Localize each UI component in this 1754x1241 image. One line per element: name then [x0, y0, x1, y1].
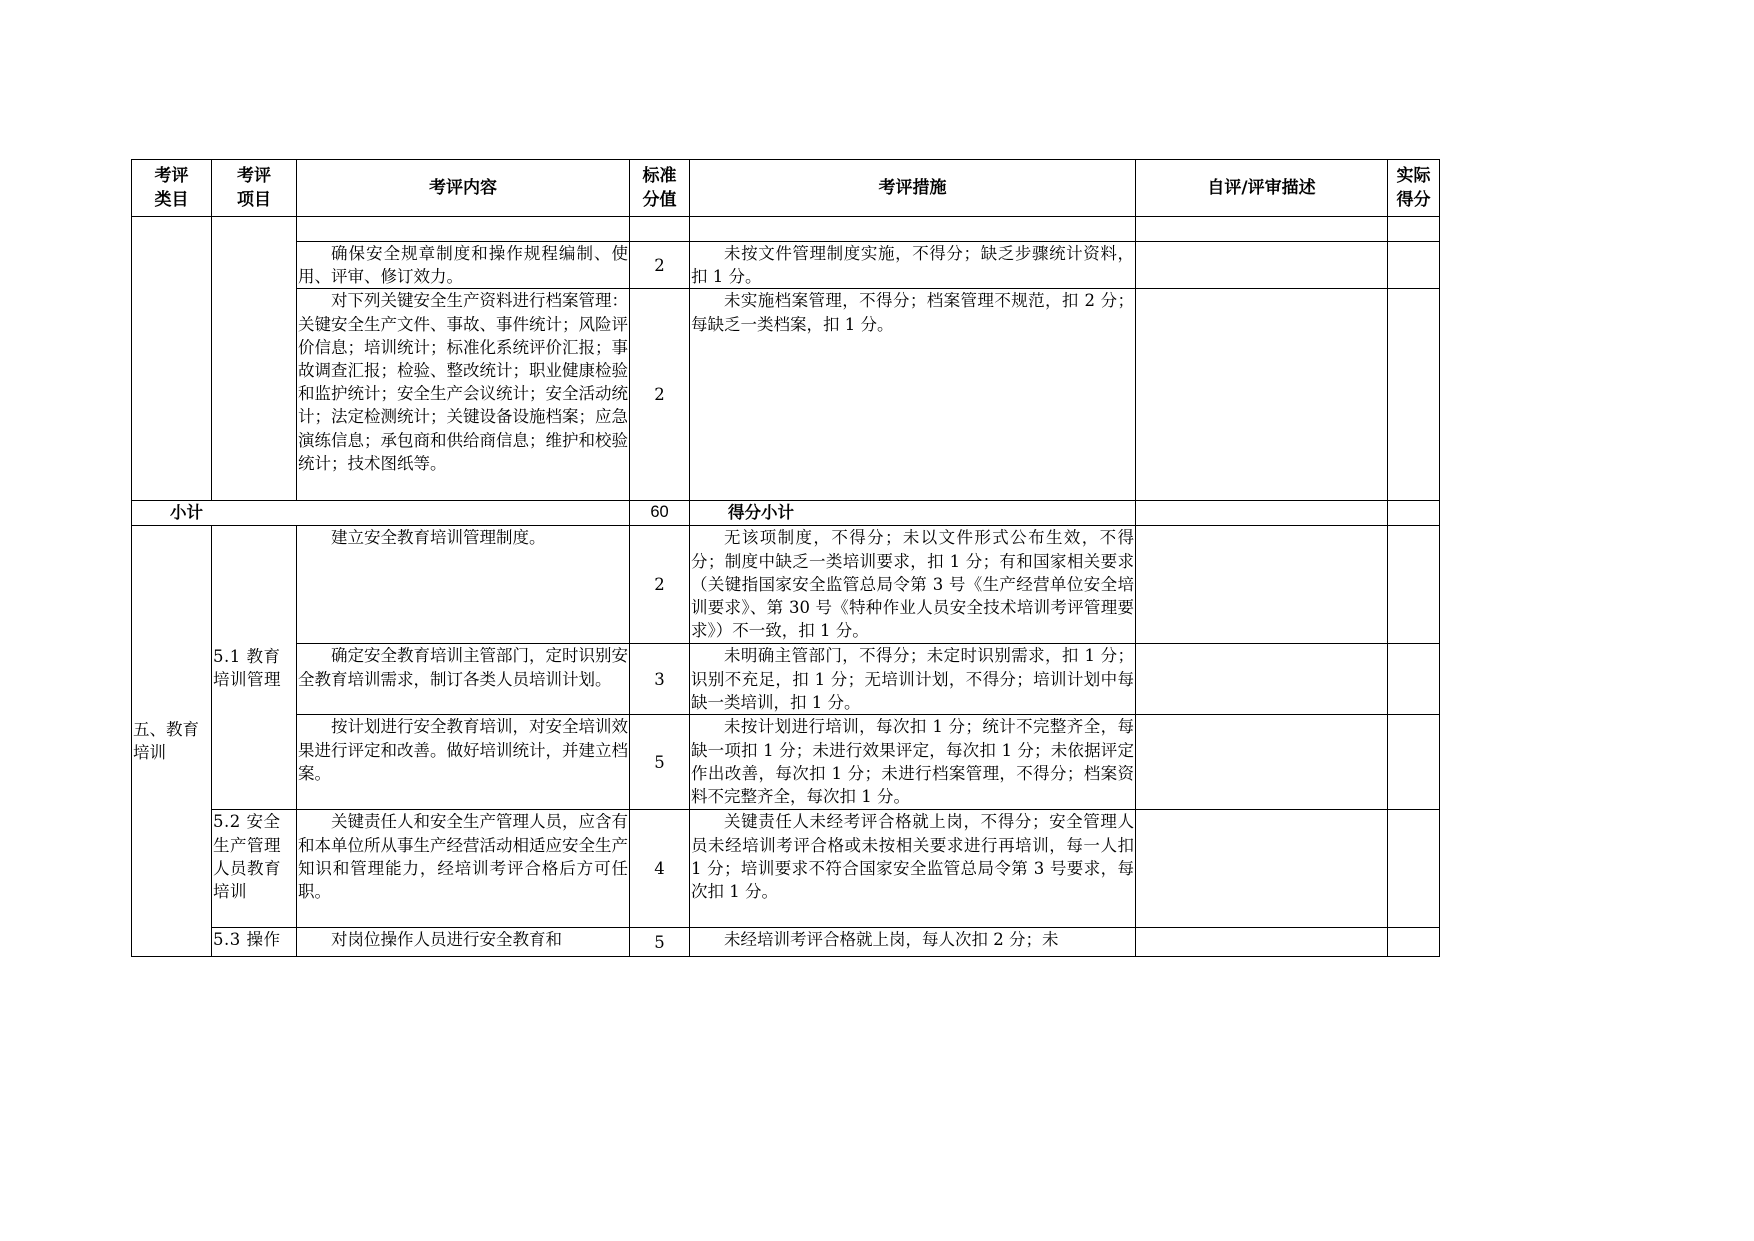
subtotal-score: 60 [630, 501, 690, 526]
actual-score-cell[interactable] [1388, 526, 1440, 644]
self-review-cell[interactable] [1136, 810, 1388, 928]
measures-cell: 关键责任人未经考评合格就上岗，不得分；安全管理人员未经培训考评合格或未按相关要求进行再培训，每一人扣 1 分；培训要求不符合国家安全监管总局令第 3 号要求，每次扣 1 分。 [690, 810, 1136, 928]
header-category-line2: 类目 [154, 190, 189, 210]
content-cell: 建立安全教育培训管理制度。 [297, 526, 630, 644]
empty-cell [630, 217, 690, 242]
self-review-cell[interactable] [1136, 289, 1388, 501]
subtotal-label: 小计 [132, 501, 630, 526]
score-cell: 2 [630, 242, 690, 289]
header-item-line1: 考评 [237, 166, 271, 186]
subtotal-row [132, 501, 1440, 526]
item-cell: 5.2 安全生产管理人员教育培训 [212, 810, 297, 928]
self-review-cell[interactable] [1136, 928, 1388, 957]
table-row [132, 526, 1440, 644]
score-cell: 2 [630, 289, 690, 501]
table-row [132, 810, 1440, 928]
measures-cell: 未按文件管理制度实施，不得分；缺乏步骤统计资料，扣 1 分。 [690, 242, 1136, 289]
header-item [212, 160, 297, 217]
table-row [132, 928, 1440, 957]
content-cell: 按计划进行安全教育培训，对安全培训效果进行评定和改善。做好培训统计，并建立档案。 [297, 715, 630, 810]
content-cell: 关键责任人和安全生产管理人员，应含有和本单位所从事生产经营活动相适应安全生产知识和管理能力，经培训考评合格后方可任职。 [297, 810, 630, 928]
actual-score-cell[interactable] [1388, 810, 1440, 928]
header-row [132, 160, 1440, 217]
table-row [132, 644, 1440, 715]
table-row [132, 715, 1440, 810]
measures-cell: 未按计划进行培训，每次扣 1 分；统计不完整齐全，每缺一项扣 1 分；未进行效果评定，每次扣 1 分；未依据评定作出改善，每次扣 1 分；未进行档案管理，不得分；档案资料不完整齐全，每次扣 1 分。 [690, 715, 1136, 810]
header-category-line1: 考评 [154, 166, 189, 186]
empty-cell [690, 217, 1136, 242]
score-cell: 2 [630, 526, 690, 644]
header-standard-score [630, 160, 690, 217]
actual-score-cell[interactable] [1388, 242, 1440, 289]
actual-score-cell[interactable] [1388, 715, 1440, 810]
header-actual-score [1388, 160, 1440, 217]
score-cell: 5 [630, 928, 690, 957]
header-standard-score-line2: 分值 [642, 190, 677, 210]
item-cell-continued [212, 217, 297, 501]
header-content: 考评内容 [297, 160, 630, 217]
header-standard-score-line1: 标准 [642, 166, 677, 186]
measures-cell: 无该项制度，不得分；未以文件形式公布生效，不得分；制度中缺乏一类培训要求，扣 1 分；有和国家相关要求（关键指国家安全监管总局令第 3 号《生产经营单位安全培训要求》、第 30 号《特种作业人员安全技术培训考评管理要求》）不一致，扣 1 分。 [690, 526, 1136, 644]
subtotal-text: 得分小计 [690, 501, 1136, 526]
header-actual-score-line2: 得分 [1396, 190, 1431, 210]
score-cell: 4 [630, 810, 690, 928]
table-row [132, 289, 1440, 501]
header-category [132, 160, 212, 217]
actual-score-cell[interactable] [1388, 289, 1440, 501]
content-cell: 确保安全规章制度和操作规程编制、使用、评审、修订效力。 [297, 242, 630, 289]
header-measures: 考评措施 [690, 160, 1136, 217]
header-item-line2: 项目 [237, 190, 271, 210]
content-cell: 对下列关键安全生产资料进行档案管理：关键安全生产文件、事故、事件统计；风险评价信息；培训统计；标准化系统评价汇报；事故调查汇报；检验、整改统计；职业健康检验和监护统计；安全生产会议统计；安全活动统计；法定检测统计；关键设备设施档案；应急演练信息；承包商和供给商信息；维护和校验统计；技术图纸等。 [297, 289, 630, 501]
self-review-cell[interactable] [1136, 644, 1388, 715]
score-cell: 3 [630, 644, 690, 715]
measures-cell: 未实施档案管理，不得分；档案管理不规范，扣 2 分；每缺乏一类档案，扣 1 分。 [690, 289, 1136, 501]
actual-score-cell[interactable] [1388, 644, 1440, 715]
self-review-cell[interactable] [1136, 715, 1388, 810]
content-cell: 对岗位操作人员进行安全教育和 [297, 928, 630, 957]
empty-cell [1388, 217, 1440, 242]
empty-cell [297, 217, 630, 242]
self-review-cell[interactable] [1136, 526, 1388, 644]
header-actual-score-line1: 实际 [1396, 166, 1431, 186]
empty-cell [1136, 217, 1388, 242]
category-cell: 五、教育培训 [132, 526, 212, 957]
category-cell-continued [132, 217, 212, 501]
table-row-empty [132, 217, 1440, 242]
actual-score-cell[interactable] [1388, 928, 1440, 957]
actual-score-cell[interactable] [1388, 501, 1440, 526]
self-review-cell[interactable] [1136, 501, 1388, 526]
item-cell: 5.3 操作 [212, 928, 297, 957]
evaluation-table [131, 159, 1440, 957]
self-review-cell[interactable] [1136, 242, 1388, 289]
item-cell: 5.1 教育培训管理 [212, 526, 297, 810]
score-cell: 5 [630, 715, 690, 810]
header-self-review: 自评/评审描述 [1136, 160, 1388, 217]
content-cell: 确定安全教育培训主管部门，定时识别安全教育培训需求，制订各类人员培训计划。 [297, 644, 630, 715]
measures-cell: 未经培训考评合格就上岗，每人次扣 2 分；未 [690, 928, 1136, 957]
measures-cell: 未明确主管部门，不得分；未定时识别需求，扣 1 分；识别不充足，扣 1 分；无培训计划，不得分；培训计划中每缺一类培训，扣 1 分。 [690, 644, 1136, 715]
table-row [132, 242, 1440, 289]
